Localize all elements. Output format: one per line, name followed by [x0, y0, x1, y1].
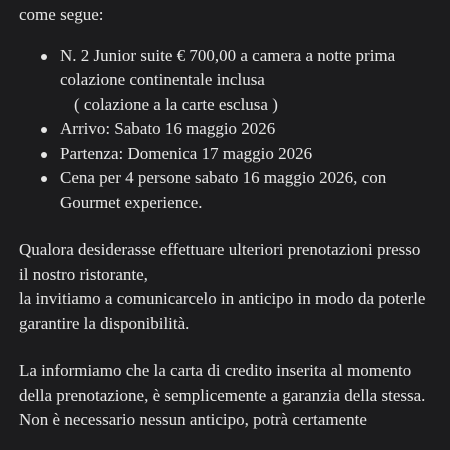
list-item-line: Cena per 4 persone sabato 16 maggio 2026, con: [60, 168, 387, 187]
intro-text: come segue:: [19, 5, 104, 24]
list-item-line: colazione continentale inclusa: [60, 70, 265, 89]
bullet-icon: [41, 176, 47, 182]
paragraph-line: Qualora desiderasse effettuare ulteriori prenotazioni presso: [19, 240, 421, 259]
list-item-line: Partenza: Domenica 17 maggio 2026: [60, 143, 313, 163]
list-item-dinner: [19, 166, 444, 215]
list-item-departure: [19, 142, 444, 167]
paragraph-line: Non è necessario nessun anticipo, potrà certamente: [19, 410, 367, 429]
credit-card-paragraph: [19, 359, 444, 433]
list-item-line: N. 2 Junior suite € 700,00 a camera a notte prima: [60, 45, 396, 65]
list-item-line: Gourmet experience.: [60, 192, 203, 212]
email-content: [19, 3, 444, 433]
paragraph-line: il nostro ristorante,: [19, 264, 148, 284]
list-item-note: ( colazione a la carte esclusa ): [74, 94, 278, 114]
paragraph-line: la invitiamo a comunicarcelo in anticipo in modo da poterle: [19, 289, 426, 308]
paragraph-line: della prenotazione, è semplicemente a garanzia della stessa.: [19, 385, 426, 405]
bullet-icon: [41, 127, 47, 133]
list-item-junior-suite: [19, 44, 444, 118]
paragraph-line: garantire la disponibilità.: [19, 313, 190, 333]
bullet-icon: [41, 152, 47, 158]
booking-details-list: [19, 44, 444, 216]
bullet-icon: [41, 54, 47, 60]
paragraph-line: La informiamo che la carta di credito inserita al momento: [19, 361, 412, 380]
list-item-arrival: [19, 117, 444, 142]
list-item-line: Arrivo: Sabato 16 maggio 2026: [60, 119, 276, 138]
reservation-paragraph: [19, 238, 444, 336]
